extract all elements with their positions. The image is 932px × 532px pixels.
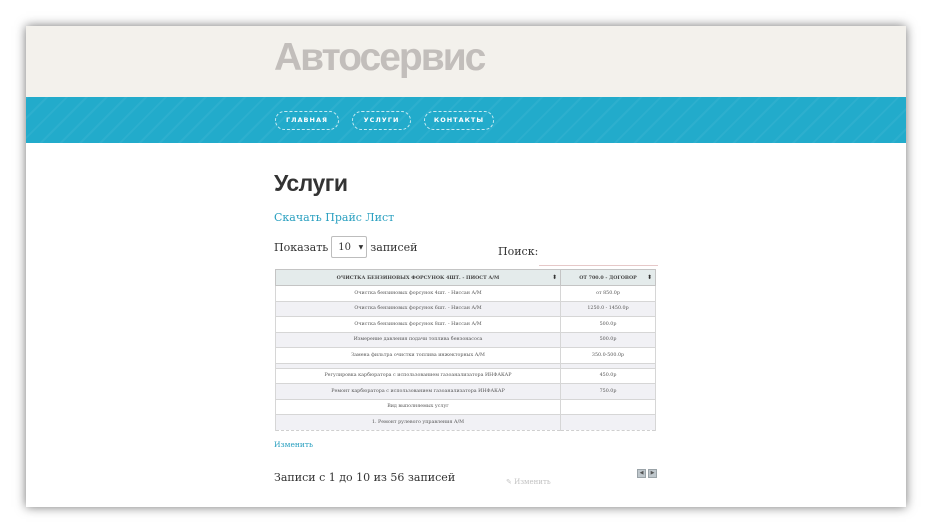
previous-page-button[interactable]	[637, 469, 646, 478]
ghost-edit-label: Изменить	[514, 478, 551, 486]
table-length-control	[274, 236, 418, 258]
nav-item-contacts[interactable]: КОНТАКТЫ	[424, 111, 494, 130]
main-nav	[26, 97, 906, 143]
price-cell: 1250.0 - 1450.0р	[561, 301, 656, 317]
service-cell: Ремонт карбюратора с использованием газоанализатора ИНФАКАР	[276, 384, 561, 400]
search-input[interactable]	[539, 245, 658, 266]
arrow-right-icon: ▶	[650, 470, 655, 476]
services-table	[275, 269, 656, 431]
next-page-button[interactable]	[648, 469, 657, 478]
table-row[interactable]	[276, 415, 656, 431]
column-header-label: ОТ 700.0 - ДОГОВОР	[579, 274, 637, 281]
table-row[interactable]	[276, 317, 656, 333]
table-row[interactable]	[276, 399, 656, 415]
table-row[interactable]	[276, 348, 656, 364]
search-label: Поиск:	[498, 245, 539, 258]
column-header-price[interactable]	[561, 270, 656, 286]
table-info: Записи с 1 до 10 из 56 записей	[274, 471, 456, 484]
price-cell: 450.0р	[561, 368, 656, 384]
records-label: записей	[370, 240, 418, 254]
table-header-row	[276, 270, 656, 286]
site-title[interactable]: Автосервис	[274, 36, 485, 79]
page-length-value: 10	[338, 242, 352, 253]
sort-icon: ⬍	[551, 274, 557, 281]
service-cell: Замена фильтра очистки топлива инжекторных А/М	[276, 348, 561, 364]
table-row[interactable]	[276, 384, 656, 400]
sort-icon: ⬍	[646, 274, 652, 281]
service-cell: Вид выполняемых услуг	[276, 399, 561, 415]
service-cell: Очистка бензиновых форсунок 8шт. - Ниссан А/М	[276, 317, 561, 333]
table-row[interactable]	[276, 286, 656, 302]
edit-link[interactable]: Изменить	[274, 440, 314, 449]
site-header	[26, 26, 906, 97]
service-cell: Измерение давления подачи топлива бензонасоса	[276, 332, 561, 348]
chevron-down-icon: ▼	[358, 244, 364, 251]
column-header-service[interactable]	[276, 270, 561, 286]
show-label: Показать	[274, 240, 329, 254]
table-row[interactable]	[276, 368, 656, 384]
price-cell: от 850.0р	[561, 286, 656, 302]
service-cell: 1. Ремонт рулевого управления А/М	[276, 415, 561, 431]
page-title: Услуги	[274, 170, 348, 196]
service-cell: Очистка бензиновых форсунок 4шт. - Ниссан А/М	[276, 286, 561, 302]
table-row[interactable]	[276, 332, 656, 348]
price-cell: 500.0р	[561, 317, 656, 333]
service-cell: Очистка бензиновых форсунок 6шт. - Ниссан А/М	[276, 301, 561, 317]
nav-item-home[interactable]: ГЛАВНАЯ	[275, 111, 339, 130]
download-price-list-link[interactable]: Скачать Прайс Лист	[274, 211, 395, 224]
nav-item-services[interactable]: УСЛУГИ	[352, 111, 411, 130]
price-cell: 750.0р	[561, 384, 656, 400]
table-row[interactable]	[276, 301, 656, 317]
price-cell	[561, 399, 656, 415]
browser-viewport	[26, 26, 906, 507]
service-cell: Регулировка карбюратора с использованием газоанализатора ИНФАКАР	[276, 368, 561, 384]
pencil-icon: ✎	[506, 478, 512, 486]
arrow-left-icon: ◀	[639, 470, 644, 476]
price-cell	[561, 415, 656, 431]
ghost-edit-overlay	[506, 478, 551, 486]
price-cell: 350.0-500.0р	[561, 348, 656, 364]
price-cell: 500.0р	[561, 332, 656, 348]
column-header-label: ОЧИСТКА БЕНЗИНОВЫХ ФОРСУНОК 4ШТ. - ПИОСТ А/М	[336, 274, 500, 281]
page-length-select[interactable]	[331, 236, 367, 258]
